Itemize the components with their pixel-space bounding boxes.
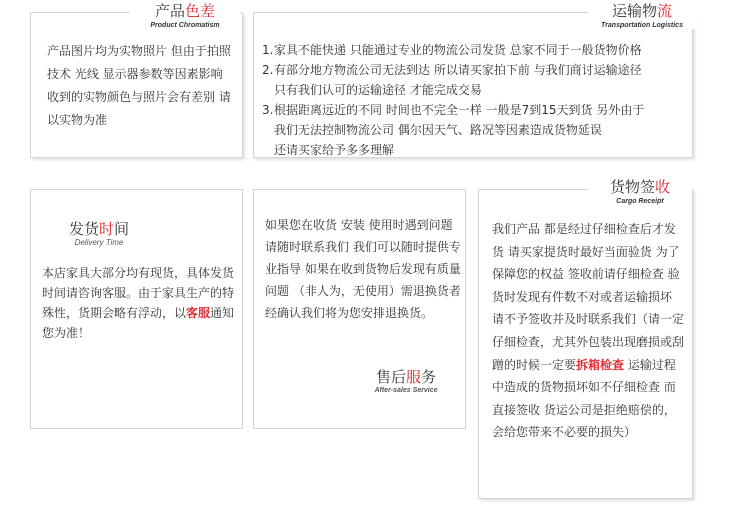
logistics-item-number: 3. [262,103,274,117]
product-color-title-en: Product Chromatism [150,22,220,29]
cargo-receipt-body-end: 运输过程中造成的货物损坏如不仔细检查 而直接签收 货运公司是拒绝赔偿的，会给您带来不必要的损失） [492,357,676,440]
logistics-title-accent: 流 [657,2,673,20]
delivery-time-body-text: 本店家具大部分均有现货，具体发货时间请咨询客服。由于家具生产的特殊性，货期会略有浮动，以 [42,266,235,320]
delivery-time-title-end: 间 [114,220,130,238]
delivery-time-title-accent: 时 [98,220,114,238]
logistics-title: 运输物 [611,2,657,20]
cargo-receipt-body-highlight: 拆箱检查 [576,357,625,372]
delivery-time-body-end: 通知您为准！ [42,306,235,340]
after-sales-heading [358,370,454,394]
logistics-item [262,100,690,160]
cargo-receipt-title: 货物签 [609,178,655,196]
logistics-heading [588,4,696,29]
cargo-receipt-title-accent: 收 [655,178,671,196]
logistics-item-line: 只有我们认可的运输途径 才能完成交易 [274,83,482,97]
after-sales-body: 如果您在收货 安装 使用时遇到问题 请随时联系我们 我们可以随时提供专业指导 如果在收到货物后发现有质量问题 （非人为，无使用）需退换货者 经确认我们将为您安排退换货。 [265,218,461,320]
logistics-item-line: 家具不能快递 只能通过专业的物流公司发货 总家不同于一般货物价格 [274,43,642,57]
cargo-receipt-body [492,218,686,444]
after-sales-title-en: After-sales Service [374,387,438,394]
after-sales-title: 售后 [375,368,406,386]
logistics-item-line: 根据距离远近的不同 时间也不完全一样 一般是7到15天到货 另外由于 [274,103,645,117]
delivery-time-body [42,263,238,343]
after-sales-title-accent: 服 [405,368,421,386]
product-color-heading [130,4,240,29]
logistics-item-number: 2. [262,63,274,77]
logistics-item-line: 有部分地方物流公司无法到达 所以请买家拍下前 与我们商讨运输途径 [274,63,642,77]
product-color-title-accent: 色差 [185,2,216,20]
logistics-item-line: 我们无法控制物流公司 偶尔因天气、路况等因素造成货物延误 [274,123,602,137]
product-color-title: 产品 [154,2,185,20]
cargo-receipt-title-en: Cargo Receipt [616,198,664,205]
delivery-time-body-highlight: 客服 [186,306,211,320]
delivery-time-title-en: Delivery Time [74,238,124,247]
logistics-item [262,40,690,60]
logistics-item-number: 1. [262,43,274,57]
logistics-list [262,40,690,160]
logistics-title-en: Transportation Logistics [601,22,683,29]
logistics-item [262,60,690,100]
delivery-time-heading [60,222,138,247]
cargo-receipt-heading [588,180,692,205]
delivery-time-title: 发货 [68,220,99,238]
cargo-receipt-body-text: 我们产品 都是经过仔细检查后才发货 请买家提货时最好当面验货 为了保障您的权益 签收前请仔细检查 验货时发现有件数不对或者运输损坏 请不予签收并及时联系我们（请一定仔细检查，尤其外包装出现磨损或刮蹭的时候一定要 [492,222,685,372]
logistics-item-line: 还请买家给予多多理解 [274,143,395,157]
after-sales-title-end: 务 [421,368,437,386]
product-color-body: 产品图片均为实物照片 但由于拍照技术 光线 显示器参数等因素影响 收到的实物颜色与照片会有差别 请以实物为准 [47,44,231,127]
